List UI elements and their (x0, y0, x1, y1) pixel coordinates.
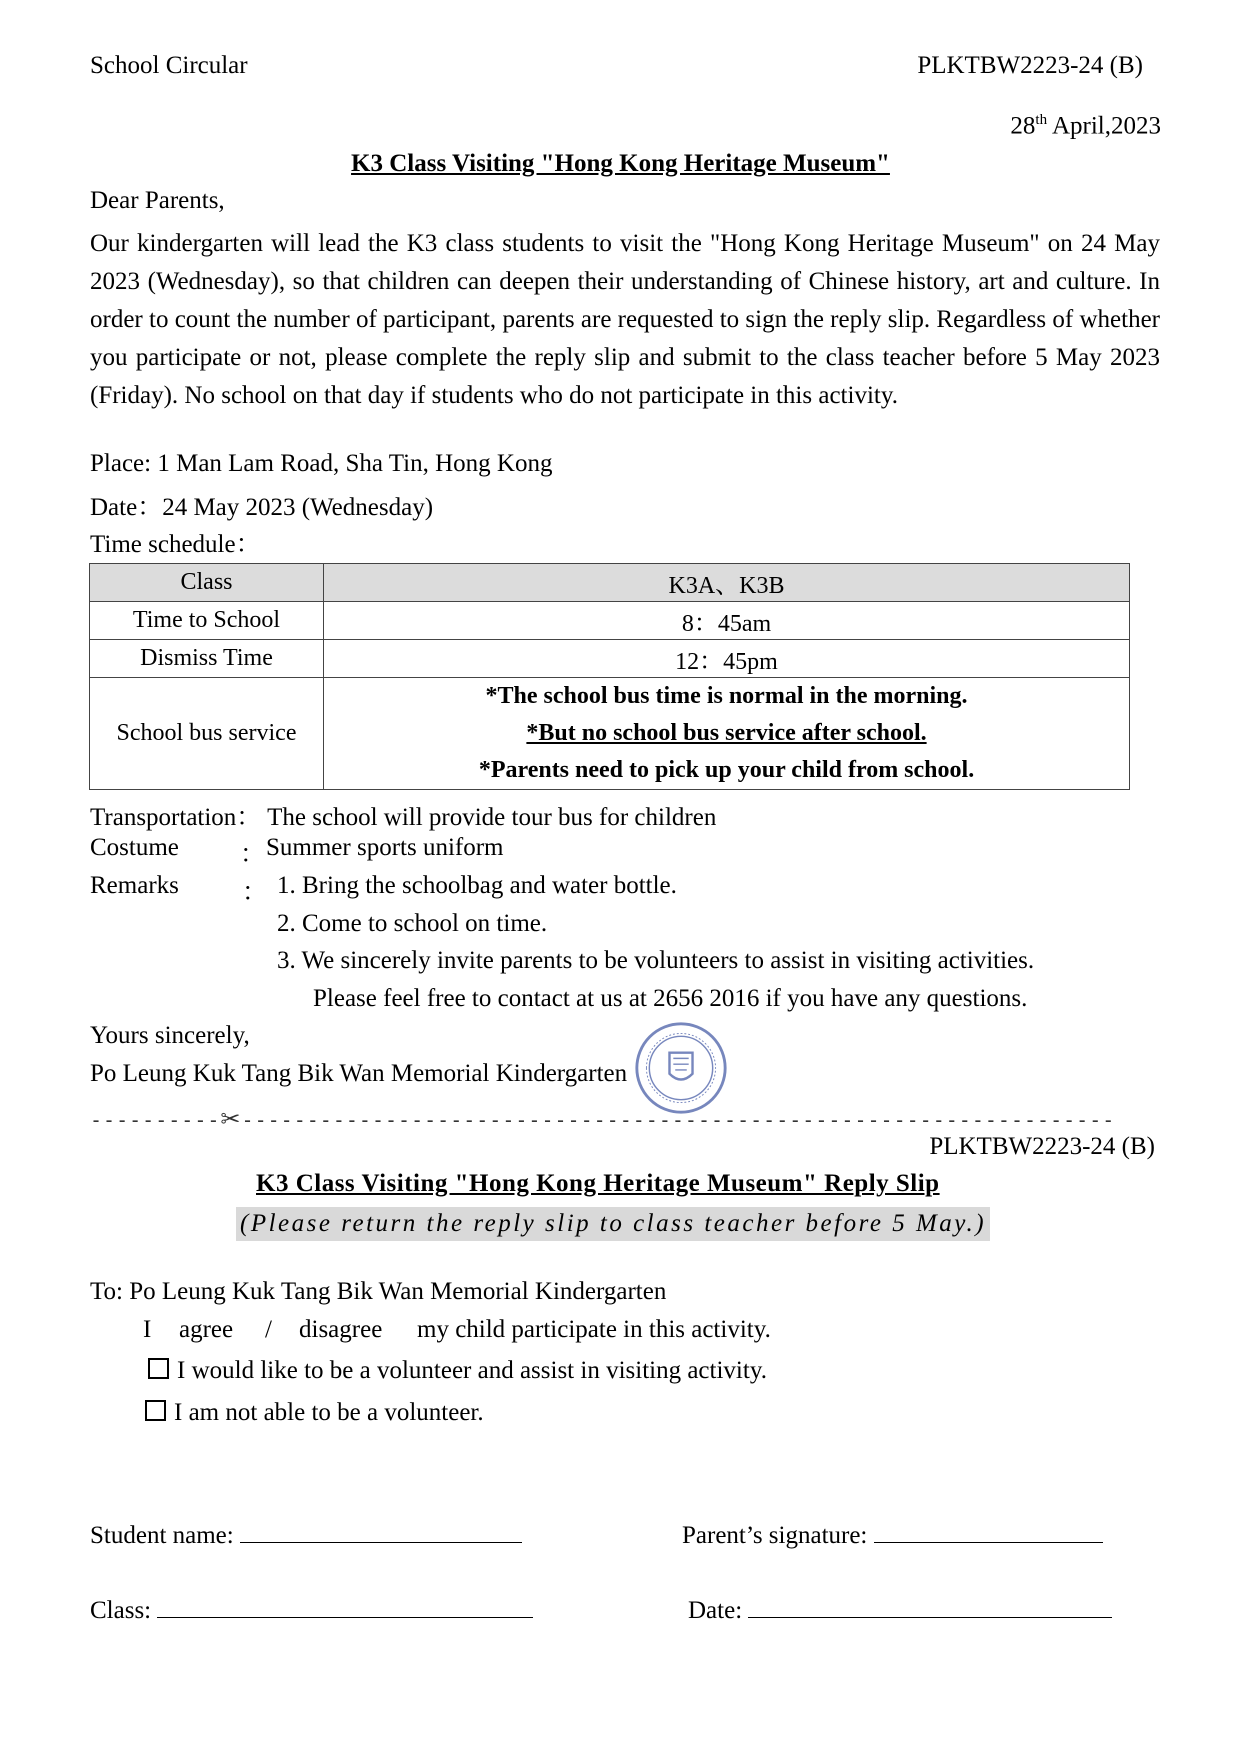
slip-title: K3 Class Visiting "Hong Kong Heritage Museum" Reply Slip (256, 1170, 940, 1197)
agree-statement: my child participate in this activity. (417, 1316, 771, 1343)
slip-reference-number: PLKTBW2223-24 (B) (929, 1133, 1155, 1160)
table-cell-time-label: Time to School (90, 602, 324, 640)
remark-item-3: 3. We sincerely invite parents to be volunteers to assist in visiting activities. (277, 947, 1035, 974)
closing: Yours sincerely, (90, 1022, 250, 1049)
remark-contact: Please feel free to contact at us at 2656 2016 if you have any questions. (313, 985, 1028, 1012)
remark-item-1: 1. Bring the schoolbag and water bottle. (277, 872, 677, 899)
circular-label: School Circular (90, 52, 248, 79)
cut-line-left: ---------- (90, 1108, 221, 1132)
bus-note-afternoon: *But no school bus service after school. (526, 720, 927, 746)
remarks-row (90, 872, 268, 906)
parent-signature-field[interactable] (682, 1518, 1103, 1550)
agree-line (143, 1316, 771, 1344)
class-label: Class: (90, 1597, 152, 1624)
transportation-label: Transportation： (90, 804, 262, 831)
table-row (90, 640, 1130, 678)
slip-subtitle: (Please return the reply slip to class teacher before 5 May.) (236, 1207, 990, 1241)
cut-line-right: ------------------------------------------------------------------- (241, 1108, 1116, 1132)
circular-date (1010, 112, 1161, 140)
remarks-colon: ： (242, 879, 268, 906)
student-name-label: Student name: (90, 1522, 234, 1549)
table-cell-bus-label: School bus service (90, 678, 324, 790)
transportation-row (90, 797, 716, 833)
school-seal-icon (633, 1020, 729, 1116)
scissors-icon: ✂ (220, 1105, 242, 1133)
time-schedule-table (89, 563, 1130, 790)
volunteer-option-label: I would like to be a volunteer and assist in visiting activity. (177, 1357, 767, 1384)
date-line-blank[interactable] (748, 1593, 1112, 1618)
not-volunteer-option[interactable] (145, 1399, 484, 1427)
body-paragraph: Our kindergarten will lead the K3 class students to visit the "Hong Kong Heritage Museum" on 24 May 2023 (Wednesday), so that children can deepen their understanding of Chinese history, art and culture. In order to count the number of participant, parents are requested to sign the reply slip. Regardless of whether you participate or not, please complete the reply slip and submit to the class teacher before 5 May 2023 (Friday). No school on that day if students who do not participate in this activity. (90, 230, 1160, 409)
date-line: Date：24 May 2023 (Wednesday) (90, 494, 434, 521)
place-line: Place: 1 Man Lam Road, Sha Tin, Hong Kong (90, 450, 553, 477)
table-cell-class-value: K3A、K3B (324, 564, 1130, 602)
table-cell-bus-notes (324, 678, 1130, 790)
date-suffix: th (1035, 112, 1048, 128)
table-row (90, 602, 1130, 640)
remarks-label: Remarks (90, 872, 179, 899)
transportation-value: The school will provide tour bus for children (267, 804, 717, 831)
table-cell-dismiss-value: 12：45pm (324, 640, 1130, 678)
table-row (90, 678, 1130, 790)
table-cell-dismiss-label: Dismiss Time (90, 640, 324, 678)
not-volunteer-option-label: I am not able to be a volunteer. (174, 1399, 484, 1426)
bus-note-morning: *The school bus time is normal in the morning. (485, 683, 968, 709)
date-day: 28 (1010, 112, 1036, 140)
class-field[interactable] (90, 1593, 533, 1625)
parent-signature-label: Parent’s signature: (682, 1522, 868, 1549)
slip-recipient: To: Po Leung Kuk Tang Bik Wan Memorial Kindergarten (90, 1278, 667, 1305)
costume-value: Summer sports uniform (266, 834, 504, 861)
reference-number: PLKTBW2223-24 (B) (917, 52, 1143, 79)
disagree-option[interactable]: disagree (299, 1316, 383, 1343)
table-row (90, 564, 1130, 602)
agree-option[interactable]: agree (179, 1316, 234, 1343)
volunteer-option[interactable] (148, 1357, 767, 1385)
agree-separator: / (265, 1316, 272, 1343)
class-line[interactable] (157, 1593, 533, 1618)
student-name-line[interactable] (240, 1518, 522, 1543)
table-cell-class-label: Class (90, 564, 324, 602)
not-volunteer-checkbox[interactable] (145, 1400, 166, 1421)
date-rest: April,2023 (1047, 112, 1161, 140)
remark-item-2: 2. Come to school on time. (277, 910, 548, 937)
schedule-label: Time schedule： (90, 531, 261, 558)
date-label: Date: (688, 1597, 743, 1624)
agree-pronoun: I (143, 1316, 152, 1343)
signer: Po Leung Kuk Tang Bik Wan Memorial Kindergarten (90, 1060, 628, 1087)
cut-line (90, 1105, 1130, 1133)
costume-label: Costume (90, 834, 179, 861)
volunteer-checkbox[interactable] (148, 1358, 169, 1379)
circular-title: K3 Class Visiting "Hong Kong Heritage Museum" (351, 150, 890, 177)
salutation: Dear Parents, (90, 187, 225, 214)
parent-signature-line[interactable] (874, 1518, 1103, 1543)
student-name-field[interactable] (90, 1518, 522, 1550)
costume-colon: ： (240, 841, 266, 868)
table-cell-time-value: 8：45am (324, 602, 1130, 640)
date-field[interactable] (688, 1593, 1112, 1625)
costume-row (90, 834, 504, 868)
bus-note-pickup: *Parents need to pick up your child from school. (478, 757, 975, 783)
